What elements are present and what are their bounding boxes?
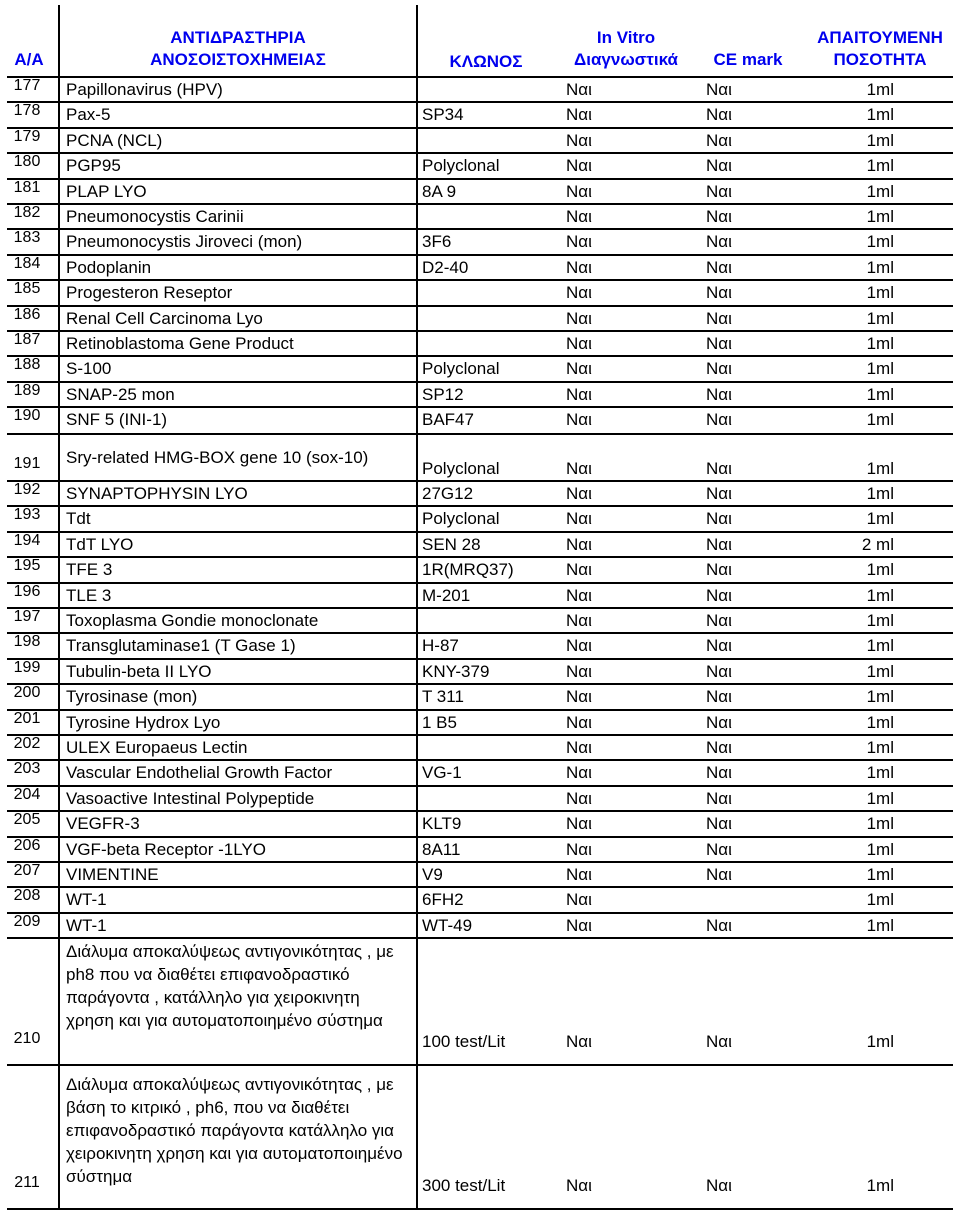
antibody-name: TFE 3 [66,560,113,580]
quantity-value: 1ml [866,687,894,707]
antibody-name: TLE 3 [66,585,112,605]
ce-mark-value: Ναι [706,560,732,580]
row-number: 188 [13,356,41,374]
quantity-value: 1ml [866,232,894,252]
row-divider [7,556,953,558]
ce-mark-value: Ναι [706,484,732,503]
ivd-value: Ναι [566,611,592,630]
ce-mark-value: Ναι [706,410,732,430]
antibody-name: Tubulin-beta II LYO [66,661,212,681]
ivd-value: Ναι [566,509,592,529]
clone-value: SP12 [422,384,464,404]
ivd-value: Ναι [566,334,592,353]
ivd-value: Ναι [566,560,592,580]
antibody-name: Tyrosinase (mon) [66,687,198,707]
antibody-name: PGP95 [66,156,121,176]
antibody-name: ULEX Europaeus Lectin [66,738,248,757]
quantity-value: 1ml [866,359,894,379]
row-divider [7,861,953,863]
row-number: 197 [13,608,41,625]
clone-value: 8A 9 [422,181,457,201]
clone-value: SP34 [422,105,464,125]
ce-mark-value: Ναι [706,738,732,757]
row-number: 210 [13,1030,41,1047]
row-divider [7,127,953,129]
row-number: 207 [13,862,41,879]
clone-value: 6FH2 [422,890,464,910]
header-ivd [556,27,696,71]
quantity-value: 1ml [866,283,894,303]
ivd-value: Ναι [566,181,592,201]
clone-value: Polyclonal [422,459,500,478]
row-divider [7,683,953,685]
antibody-name: PLAP LYO [66,181,147,201]
ivd-value: Ναι [566,865,592,884]
ce-mark-value: Ναι [706,130,732,150]
row-number: 181 [13,178,41,196]
clone-value: Polyclonal [422,509,500,529]
ce-mark-value: Ναι [706,788,732,808]
clone-value: WT-49 [422,915,473,935]
row-number: 209 [13,912,41,930]
clone-value: D2-40 [422,257,469,277]
ce-mark-value: Ναι [706,1176,732,1195]
row-divider [7,912,953,914]
clone-value: T 311 [422,687,464,707]
row-divider [7,178,953,180]
quantity-value: 1ml [866,788,894,808]
ce-mark-value: Ναι [706,1032,732,1051]
row-number: 201 [13,709,41,727]
row-number: 194 [13,531,41,549]
header-antibody-line2: ΑΝΟΣΟΙΣΤΟΧΗΜΕΙΑΣ [150,50,326,69]
row-number: 196 [13,582,41,600]
quantity-value: 1ml [866,156,894,176]
antibody-name: Vasoactive Intestinal Polypeptide [66,788,315,808]
row-number: 184 [13,254,41,272]
antibody-name: Vascular Endothelial Growth Factor [66,763,333,783]
ivd-value: Ναι [566,80,592,99]
ce-mark-value: Ναι [706,636,732,656]
ce-mark-value: Ναι [706,611,732,630]
row-divider [7,381,953,383]
clone-value: VG-1 [422,763,462,783]
ivd-value: Ναι [566,788,592,808]
antibody-name: Διάλυμα αποκαλύψεως αντιγονικότητας , με ph8 που να διαθέτει επιφανοδραστικό παράγοντα , κατάλληλο για χειροκινητη χρηση και για αυτοματοποιημένο σύστημα [66,942,394,1030]
row-divider [7,785,953,787]
ce-mark-value: Ναι [706,334,732,353]
ivd-value: Ναι [566,814,592,834]
ivd-value: Ναι [566,459,592,478]
clone-value: 1R(MRQ37) [422,560,514,580]
row-number: 182 [13,204,41,221]
row-number: 178 [13,102,41,120]
ce-mark-value: Ναι [706,207,732,226]
antibody-name: VGF-beta Receptor -1LYO [66,839,266,859]
clone-value: Polyclonal [422,359,500,379]
quantity-value: 1ml [866,130,894,150]
antibody-name: Podoplanin [66,257,152,277]
row-divider [7,254,953,256]
ce-mark-value: Ναι [706,915,732,935]
quantity-value: 1ml [866,560,894,580]
quantity-value: 1ml [866,738,894,757]
clone-value: SEN 28 [422,534,481,554]
quantity-value: 1ml [866,484,894,503]
clone-value: KNY-379 [422,661,490,681]
ivd-value: Ναι [566,232,592,252]
row-divider [7,937,953,939]
ivd-value: Ναι [566,763,592,783]
row-divider [7,886,953,888]
quantity-value: 1ml [866,661,894,681]
antibody-name: Διάλυμα αποκαλύψεως αντιγονικότητας , με βάση το κιτρικό , ph6, που να διαθέτει επιφανοδραστικό παράγοντα κατάλληλο για χειροκινητη χρηση και για αυτοματοποιημένο σύστημα [66,1075,403,1186]
row-number: 200 [13,684,41,702]
antibody-name: SYNAPTOPHYSIN LYO [66,484,248,503]
row-divider [7,101,953,103]
ce-mark-value: Ναι [706,80,732,99]
ivd-value: Ναι [566,585,592,605]
row-divider [7,152,953,154]
ivd-value: Ναι [566,207,592,226]
row-divider [7,658,953,660]
quantity-value: 1ml [866,257,894,277]
row-number: 203 [13,760,41,778]
antibody-name: Renal Cell Carcinoma Lyo [66,308,263,328]
row-number: 208 [13,887,41,905]
clone-value: 8A11 [422,839,461,859]
quantity-value: 1ml [866,636,894,656]
row-number: 177 [13,77,41,94]
quantity-value: 1ml [866,105,894,125]
quantity-value: 1ml [866,1032,894,1051]
ce-mark-value: Ναι [706,585,732,605]
clone-value: M-201 [422,585,471,605]
row-number: 202 [13,735,41,752]
ivd-value: Ναι [566,257,592,277]
row-divider [7,810,953,812]
ivd-value: Ναι [566,384,592,404]
row-divider [7,279,953,281]
quantity-value: 1ml [866,839,894,859]
row-divider [7,203,953,205]
antibody-name: S-100 [66,359,112,379]
row-divider [7,305,953,307]
ivd-value: Ναι [566,534,592,554]
antibody-name: Progesteron Reseptor [66,283,233,303]
row-number: 187 [13,331,41,348]
ivd-value: Ναι [566,687,592,707]
row-number: 206 [13,836,41,854]
quantity-value: 1ml [866,915,894,935]
quantity-value: 1ml [866,763,894,783]
clone-value: V9 [422,865,443,884]
quantity-value: 1ml [866,814,894,834]
antibody-name: VEGFR-3 [66,814,140,834]
quantity-value: 1ml [866,585,894,605]
row-number: 185 [13,280,41,298]
header-ivd-line1: In Vitro [596,28,656,47]
row-divider [7,1208,953,1210]
ivd-value: Ναι [566,839,592,859]
quantity-value: 1ml [866,865,894,884]
row-divider [7,433,953,435]
ivd-value: Ναι [566,738,592,757]
quantity-value: 1ml [866,384,894,404]
ce-mark-value: Ναι [706,459,732,478]
ivd-value: Ναι [566,359,592,379]
antibody-name: WT-1 [66,890,107,910]
quantity-value: 1ml [866,509,894,529]
ivd-value: Ναι [566,130,592,150]
ce-mark-value: Ναι [706,712,732,732]
quantity-value: 2 ml [861,534,894,554]
clone-value: H-87 [422,636,459,656]
ivd-value: Ναι [566,1032,592,1051]
ce-mark-value: Ναι [706,105,732,125]
row-divider [7,406,953,408]
quantity-value: 1ml [866,712,894,732]
row-number: 193 [13,506,41,524]
header-aa: Α/Α [14,50,44,69]
antibody-name: VIMENTINE [66,865,159,884]
clone-value: Polyclonal [422,156,500,176]
quantity-value: 1ml [866,890,894,910]
clone-value: 1 B5 [422,712,457,732]
ce-mark-value: Ναι [706,839,732,859]
antibody-name: Tdt [66,509,91,529]
row-divider [7,228,953,230]
row-divider [7,734,953,736]
ivd-value: Ναι [566,156,592,176]
antibody-name: PCNA (NCL) [66,130,163,150]
antibody-name: Toxoplasma Gondie monoclonate [66,611,319,630]
row-divider [7,505,953,507]
quantity-value: 1ml [866,181,894,201]
ce-mark-value: Ναι [706,156,732,176]
row-divider [7,531,953,533]
header-qty-line1: ΑΠΑΙΤΟΥΜΕΝΗ [817,28,943,47]
row-divider [7,582,953,584]
row-number: 191 [13,455,41,472]
ivd-value: Ναι [566,283,592,303]
quantity-value: 1ml [866,1176,894,1195]
clone-value: 3F6 [422,232,452,252]
header-qty [800,27,960,71]
header-antibody-line1: ΑΝΤΙΔΡΑΣΤΗΡΙΑ [170,28,306,47]
ivd-value: Ναι [566,410,592,430]
ce-mark-value: Ναι [706,509,732,529]
ce-mark-value: Ναι [706,181,732,201]
ce-mark-value: Ναι [706,865,732,884]
row-divider [7,632,953,634]
ce-mark-value: Ναι [706,534,732,554]
ce-mark-value: Ναι [706,257,732,277]
row-divider [7,76,953,78]
ivd-value: Ναι [566,1176,592,1195]
header-antibody [60,27,416,71]
column-divider [416,5,418,1208]
header-ce: CE mark [713,50,783,69]
quantity-value: 1ml [866,459,894,478]
row-number: 180 [13,153,41,171]
antibody-name: Tyrosine Hydrox Lyo [66,712,221,732]
antibody-name: Transglutaminase1 (T Gase 1) [66,636,296,656]
antibody-name: WT-1 [66,915,107,935]
antibody-name: SNF 5 (INI-1) [66,410,168,430]
antibody-name: Pax-5 [66,105,111,125]
row-number: 186 [13,305,41,323]
row-divider [7,607,953,609]
antibody-name: Papillonavirus (HPV) [66,80,223,99]
ce-mark-value: Ναι [706,814,732,834]
row-number: 192 [13,481,41,498]
ivd-value: Ναι [566,661,592,681]
row-number: 199 [13,658,41,676]
row-divider [7,836,953,838]
row-number: 190 [13,407,41,425]
row-number: 205 [13,811,41,829]
row-number: 179 [13,127,41,145]
quantity-value: 1ml [866,308,894,328]
clone-value: BAF47 [422,410,474,430]
antibody-name: Sry-related HMG-BOX gene 10 (sox-10) [66,448,369,467]
ce-mark-value: Ναι [706,359,732,379]
ce-mark-value: Ναι [706,384,732,404]
antibody-name: Pneumonocystis Jiroveci (mon) [66,232,303,252]
row-number: 198 [13,633,41,651]
clone-value: 100 test/Lit [422,1032,506,1051]
clone-value: 300 test/Lit [422,1176,506,1195]
ivd-value: Ναι [566,712,592,732]
row-number: 195 [13,557,41,575]
row-divider [7,709,953,711]
row-divider [7,355,953,357]
quantity-value: 1ml [866,611,894,630]
clone-value: 27G12 [422,484,474,503]
quantity-value: 1ml [866,80,894,99]
ce-mark-value: Ναι [706,661,732,681]
row-number: 211 [14,1174,40,1191]
ivd-value: Ναι [566,915,592,935]
ce-mark-value: Ναι [706,308,732,328]
header-clone: ΚΛΩΝΟΣ [449,52,523,71]
antibody-name: Retinoblastoma Gene Product [66,334,294,353]
ce-mark-value: Ναι [706,283,732,303]
antibody-name: Pneumonocystis Carinii [66,207,244,226]
clone-value: KLT9 [422,814,462,834]
ivd-value: Ναι [566,308,592,328]
antibody-name: TdT LYO [66,534,134,554]
quantity-value: 1ml [866,207,894,226]
ivd-value: Ναι [566,890,592,910]
column-divider [58,5,60,1208]
row-divider [7,759,953,761]
ce-mark-value: Ναι [706,232,732,252]
quantity-value: 1ml [866,334,894,353]
row-number: 183 [13,229,41,247]
antibody-name: SNAP-25 mon [66,384,175,404]
row-number: 204 [13,785,41,803]
header-qty-line2: ΠΟΣΟΤΗΤΑ [833,50,927,69]
ivd-value: Ναι [566,484,592,503]
header-ivd-line2: Διαγνωστικά [574,50,678,69]
row-number: 189 [13,381,41,399]
ivd-value: Ναι [566,636,592,656]
ivd-value: Ναι [566,105,592,125]
quantity-value: 1ml [866,410,894,430]
row-divider [7,480,953,482]
row-divider [7,330,953,332]
row-divider [7,1064,953,1066]
ce-mark-value: Ναι [706,687,732,707]
ce-mark-value: Ναι [706,763,732,783]
